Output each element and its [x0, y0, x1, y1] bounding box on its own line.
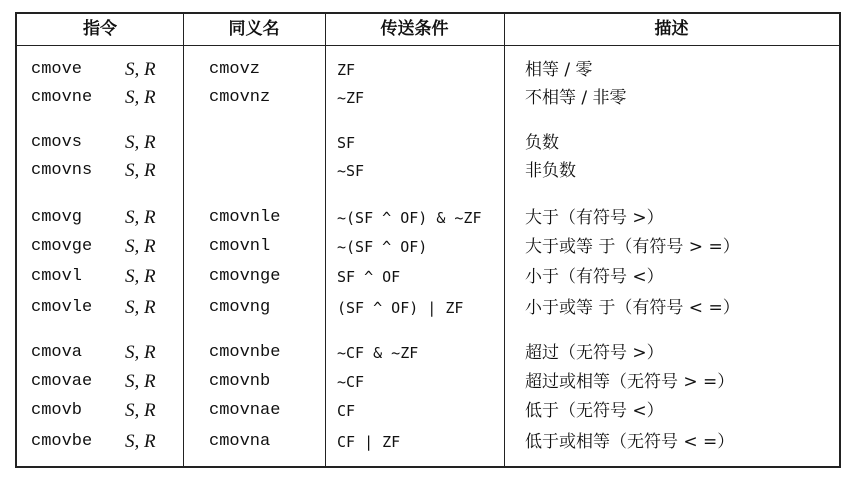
description-cell: 小于（有符号 <） — [525, 267, 664, 287]
instruction-cell: cmove — [31, 60, 83, 79]
synonym-cell: cmovnb — [209, 372, 271, 391]
description-cell: 超过或相等（无符号 > =） — [525, 372, 735, 392]
instruction-cell: cmova — [31, 343, 83, 362]
description-cell: 低于（无符号 <） — [525, 401, 664, 421]
description-cell: 大于（有符号 >） — [525, 208, 664, 228]
description-cell: 大于或等 于（有符号 > =） — [525, 237, 740, 257]
column-divider — [504, 14, 505, 466]
instruction-cell: cmovl — [31, 267, 83, 286]
operands-cell: S, R — [125, 59, 156, 80]
instruction-cell: cmovle — [31, 298, 93, 317]
condition-cell: CF | ZF — [337, 433, 401, 451]
instruction-cell: cmovbe — [31, 432, 93, 451]
operands-cell: S, R — [125, 236, 156, 257]
synonym-cell: cmovnle — [209, 208, 281, 227]
instruction-cell: cmovb — [31, 401, 83, 420]
operands-cell: S, R — [125, 132, 156, 153]
description-cell: 非负数 — [525, 161, 576, 181]
header-instruction: 指令 — [83, 19, 117, 39]
instruction-cell: cmovne — [31, 88, 93, 107]
instruction-cell: cmovg — [31, 208, 83, 227]
condition-cell: ~CF — [337, 373, 365, 391]
operands-cell: S, R — [125, 371, 156, 392]
operands-cell: S, R — [125, 342, 156, 363]
description-cell: 不相等 / 非零 — [525, 88, 627, 108]
header-description: 描述 — [654, 19, 689, 39]
condition-cell: (SF ^ OF) | ZF — [337, 299, 464, 317]
condition-cell: ~CF & ~ZF — [337, 344, 419, 362]
description-cell: 小于或等 于（有符号 < =） — [525, 298, 740, 318]
description-cell: 负数 — [525, 133, 559, 153]
synonym-cell: cmovnge — [209, 267, 281, 286]
description-cell: 超过（无符号 >） — [525, 343, 664, 363]
header-condition: 传送条件 — [380, 19, 449, 39]
description-cell: 相等 / 零 — [525, 60, 593, 80]
synonym-cell: cmovnae — [209, 401, 281, 420]
column-divider — [183, 14, 184, 466]
synonym-cell: cmovz — [209, 60, 261, 79]
instruction-cell: cmovae — [31, 372, 93, 391]
instruction-cell: cmovns — [31, 161, 93, 180]
synonym-cell: cmovnl — [209, 237, 271, 256]
synonym-cell: cmovng — [209, 298, 271, 317]
cmov-instruction-table — [15, 12, 841, 468]
operands-cell: S, R — [125, 297, 156, 318]
condition-cell: CF — [337, 402, 356, 420]
condition-cell: SF — [337, 134, 356, 152]
condition-cell: SF ^ OF — [337, 268, 401, 286]
condition-cell: ~(SF ^ OF) & ~ZF — [337, 209, 482, 227]
synonym-cell: cmovna — [209, 432, 271, 451]
operands-cell: S, R — [125, 431, 156, 452]
condition-cell: ~ZF — [337, 89, 365, 107]
operands-cell: S, R — [125, 87, 156, 108]
instruction-cell: cmovge — [31, 237, 93, 256]
operands-cell: S, R — [125, 207, 156, 228]
synonym-cell: cmovnz — [209, 88, 271, 107]
condition-cell: ~(SF ^ OF) — [337, 238, 428, 256]
condition-cell: ~SF — [337, 162, 365, 180]
header-divider — [17, 45, 839, 46]
operands-cell: S, R — [125, 160, 156, 181]
operands-cell: S, R — [125, 400, 156, 421]
operands-cell: S, R — [125, 266, 156, 287]
instruction-cell: cmovs — [31, 133, 83, 152]
condition-cell: ZF — [337, 61, 356, 79]
description-cell: 低于或相等（无符号 < =） — [525, 432, 735, 452]
header-synonym: 同义名 — [228, 19, 280, 39]
synonym-cell: cmovnbe — [209, 343, 281, 362]
column-divider — [325, 14, 326, 466]
